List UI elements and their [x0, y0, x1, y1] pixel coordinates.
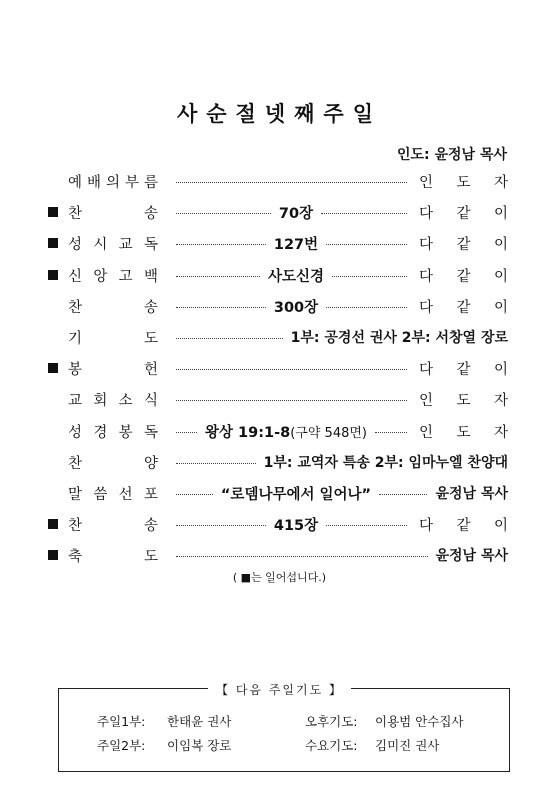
- order-row: [48, 388, 508, 412]
- stand-marker: [48, 363, 58, 373]
- prayer-name: 이용범 안수집사: [375, 714, 464, 729]
- order-person: 인 도 자: [419, 424, 508, 441]
- worship-leader: 인도: 윤정남 목사: [396, 147, 507, 163]
- order-row: [48, 326, 508, 350]
- order-content: 사도신경: [267, 268, 325, 285]
- order-row: [48, 201, 508, 225]
- order-row: [48, 232, 508, 256]
- order-label: 축 도: [68, 549, 158, 566]
- order-content: 415장: [273, 518, 319, 535]
- order-person: 다 같 이: [419, 518, 508, 535]
- order-label: 신 앙 고 백: [68, 268, 158, 285]
- order-person: 윤정남 목사: [435, 548, 508, 565]
- prayer-item: [97, 712, 231, 730]
- order-row: [48, 513, 508, 537]
- order-label: 찬 양: [68, 455, 158, 472]
- stand-marker: [48, 550, 58, 560]
- dot-leader: [375, 432, 407, 433]
- order-person: 1부: 공경선 권사 2부: 서창열 장로: [290, 330, 508, 346]
- dot-leader: [379, 494, 427, 495]
- prayer-name: 이임복 장로: [167, 738, 232, 753]
- stand-marker: [48, 238, 58, 248]
- order-row: [48, 264, 508, 288]
- next-prayer-title-wrap: [0, 679, 559, 698]
- prayer-label: 오후기도:: [305, 714, 358, 729]
- next-prayer-title: 【 다음 주일기도 】: [208, 683, 351, 697]
- dot-leader: [326, 307, 407, 308]
- order-row: [48, 482, 508, 506]
- dot-leader: [176, 182, 407, 183]
- order-content: 70장: [278, 206, 314, 223]
- order-person: 다 같 이: [419, 362, 508, 379]
- order-content: 127번: [273, 237, 319, 254]
- dot-leader: [176, 525, 266, 526]
- dot-leader: [176, 432, 197, 433]
- dot-leader: [176, 400, 407, 401]
- dot-leader: [326, 244, 407, 245]
- order-person: 다 같 이: [419, 206, 508, 223]
- order-content-note: (구약 548면): [290, 425, 367, 441]
- order-row: [48, 357, 508, 381]
- order-label: 기 도: [68, 331, 158, 347]
- order-row: [48, 170, 508, 194]
- order-row: [48, 544, 508, 568]
- order-person: 1부: 교역자 특송 2부: 임마누엘 찬양대: [263, 454, 508, 471]
- dot-leader: [176, 494, 213, 495]
- order-label: 성 경 봉 독: [68, 424, 158, 441]
- stand-marker: [48, 207, 58, 217]
- order-row: [48, 451, 508, 475]
- dot-leader: [176, 338, 283, 339]
- next-prayer-box: [58, 688, 510, 772]
- dot-leader: [176, 276, 260, 277]
- stand-marker: [48, 519, 58, 529]
- order-person: 다 같 이: [419, 268, 508, 285]
- dot-leader: [176, 556, 428, 557]
- prayer-name: 한태윤 권사: [167, 714, 232, 729]
- order-label: 예 배 의 부 름: [68, 175, 158, 191]
- prayer-item: [305, 712, 464, 730]
- prayer-name: 김미진 권사: [375, 738, 440, 753]
- order-label: 찬 송: [68, 206, 158, 223]
- dot-leader: [176, 463, 256, 464]
- dot-leader: [176, 307, 266, 308]
- order-content: 300장: [273, 299, 319, 316]
- order-person: 윤정남 목사: [435, 486, 508, 502]
- standing-note: ( ■는 일어섭니다.): [232, 571, 327, 584]
- order-content: “로뎀나무에서 일어나”: [220, 487, 372, 503]
- dot-leader: [176, 244, 266, 245]
- prayer-label: 수요기도:: [305, 738, 358, 753]
- dot-leader: [326, 525, 407, 526]
- order-label: 찬 송: [68, 299, 158, 316]
- prayer-label: 주일2부:: [97, 738, 146, 753]
- order-person: 인 도 자: [419, 393, 508, 410]
- order-label: 봉 헌: [68, 362, 158, 379]
- order-content: 왕상 19:1-8: [204, 424, 291, 441]
- prayer-label: 주일1부:: [97, 714, 146, 729]
- dot-leader: [176, 369, 407, 370]
- order-label: 말 씀 선 포: [68, 487, 158, 503]
- dot-leader: [332, 276, 407, 277]
- dot-leader: [176, 213, 271, 214]
- stand-marker: [48, 270, 58, 280]
- order-label: 찬 송: [68, 518, 158, 535]
- order-person: 다 같 이: [419, 299, 508, 316]
- page-title: 사순절넷째주일: [176, 102, 382, 126]
- order-row: [48, 420, 508, 444]
- prayer-item: [97, 736, 231, 754]
- order-person: 다 같 이: [419, 237, 508, 254]
- dot-leader: [321, 213, 407, 214]
- prayer-item: [305, 736, 439, 754]
- order-row: [48, 295, 508, 319]
- order-label: 성 시 교 독: [68, 237, 158, 254]
- order-label: 교 회 소 식: [68, 393, 158, 410]
- order-person: 인 도 자: [419, 175, 508, 191]
